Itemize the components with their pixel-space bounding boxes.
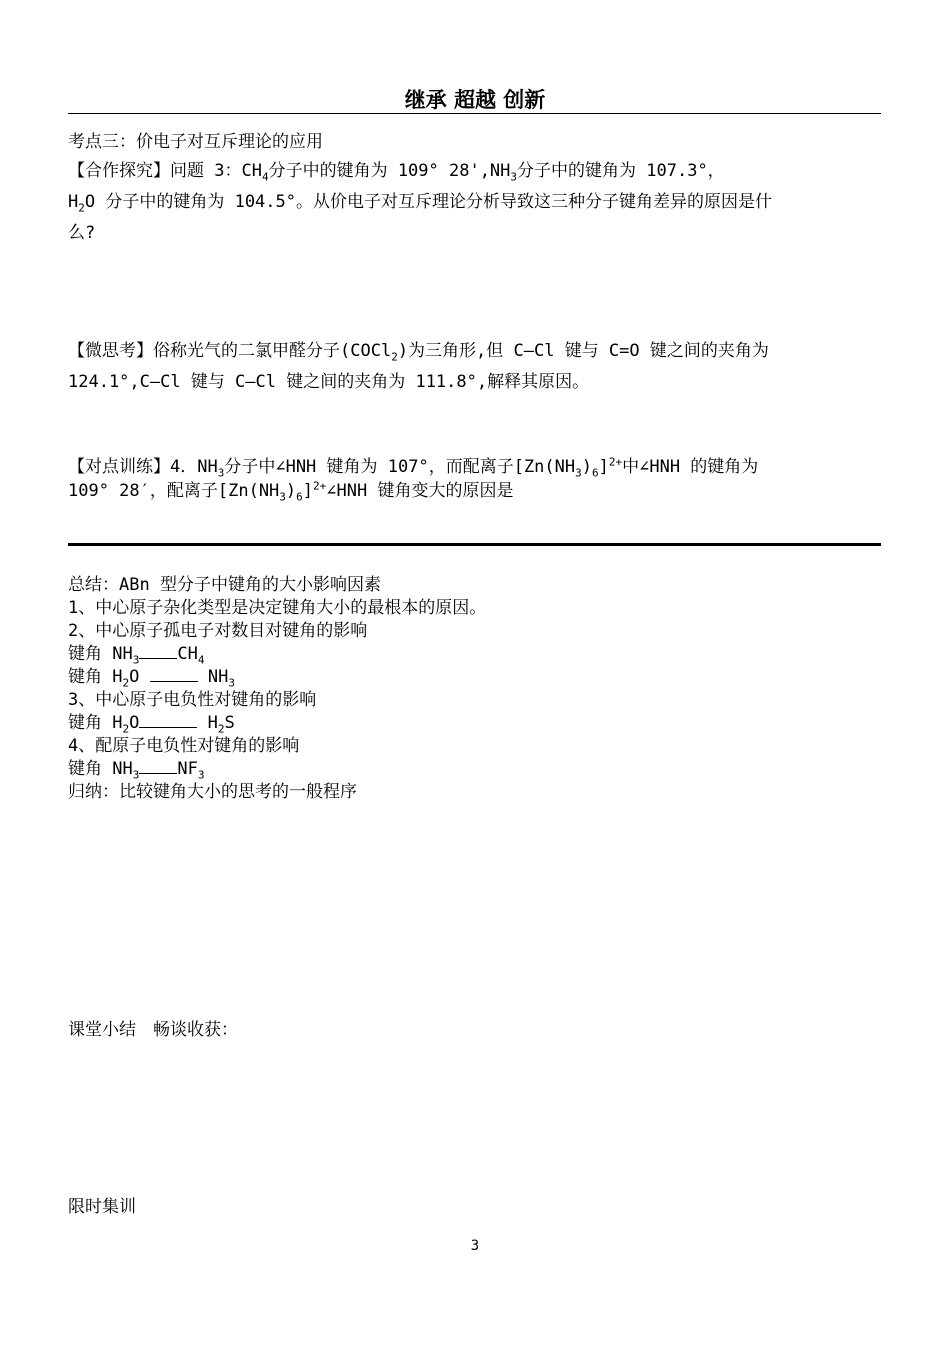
summary-item-4: 4、配原子电负性对键角的影响 <box>68 736 300 756</box>
summary-item-1: 1、中心原子杂化类型是决定键角大小的最根本的原因。 <box>68 598 487 618</box>
summary-title: 总结：ABn 型分子中键角的大小影响因素 <box>68 575 381 595</box>
comparison-nh3-ch4: 键角 $NH_3$ $CH_4$ <box>68 644 205 667</box>
cooperative-line-3: 么? <box>68 223 96 243</box>
answer-blank[interactable] <box>139 713 197 728</box>
comparison-h2o-nh3: 键角 $H_2O$ $NH_3$ <box>68 667 235 690</box>
training-line-1: 【对点训练】4．$NH_3$分子中∠HNH 键角为 107°，而配离子$[Zn(NH_3)_6]^{2+}$中∠HNH 的键角为 <box>68 455 759 480</box>
comparison-nh3-nf3: 键角 $NH_3$ $NF_3$ <box>68 759 205 782</box>
comparison-h2o-h2s: 键角 $H_2O$ $H_2S$ <box>68 713 235 736</box>
training-line-2: 109° 28′，配离子$[Zn(NH_3)_6]^{2+}\angle HNH$ 键角变大的原因是 <box>68 479 514 504</box>
cooperative-line-1: 【合作探究】问题 3：$CH_4$分子中的键角为 109° $28',NH_3$分子中的键角为 107.3°， <box>68 161 725 184</box>
section-divider <box>68 543 881 546</box>
page-number: 3 <box>470 1238 480 1254</box>
timed-practice: 限时集训 <box>68 1197 136 1217</box>
answer-blank[interactable] <box>139 759 177 774</box>
summary-conclusion: 归纳：比较键角大小的思考的一般程序 <box>68 782 357 802</box>
section-title: 考点三：价电子对互斥理论的应用 <box>68 132 323 152</box>
cooperative-line-2: $H_2O$ 分子中的键角为 104.5°。从价电子对互斥理论分析导致这三种分子键角差异的原因是什 <box>68 192 772 215</box>
header-rule <box>68 113 881 114</box>
cooperative-text: 问题 3：CH <box>170 161 262 181</box>
header-title: 继承 超越 创新 <box>404 88 546 112</box>
summary-item-2: 2、中心原子孤电子对数目对键角的影响 <box>68 621 368 641</box>
answer-blank[interactable] <box>139 644 177 659</box>
class-summary: 课堂小结 畅谈收获： <box>68 1020 238 1040</box>
cooperative-bracket: 【合作探究】 <box>68 161 170 181</box>
micro-think-line-2: 124.1°,C—Cl 键与 C—Cl 键之间的夹角为 111.8°,解释其原因。 <box>68 372 590 392</box>
micro-think-line-1: 【微思考】俗称光气的二氯甲醛分子(COCl$_2$)为三角形,但 C—Cl 键与 C=O 键之间的夹角为 <box>68 341 769 364</box>
summary-item-3: 3、中心原子电负性对键角的影响 <box>68 690 317 710</box>
answer-blank[interactable] <box>150 667 198 682</box>
